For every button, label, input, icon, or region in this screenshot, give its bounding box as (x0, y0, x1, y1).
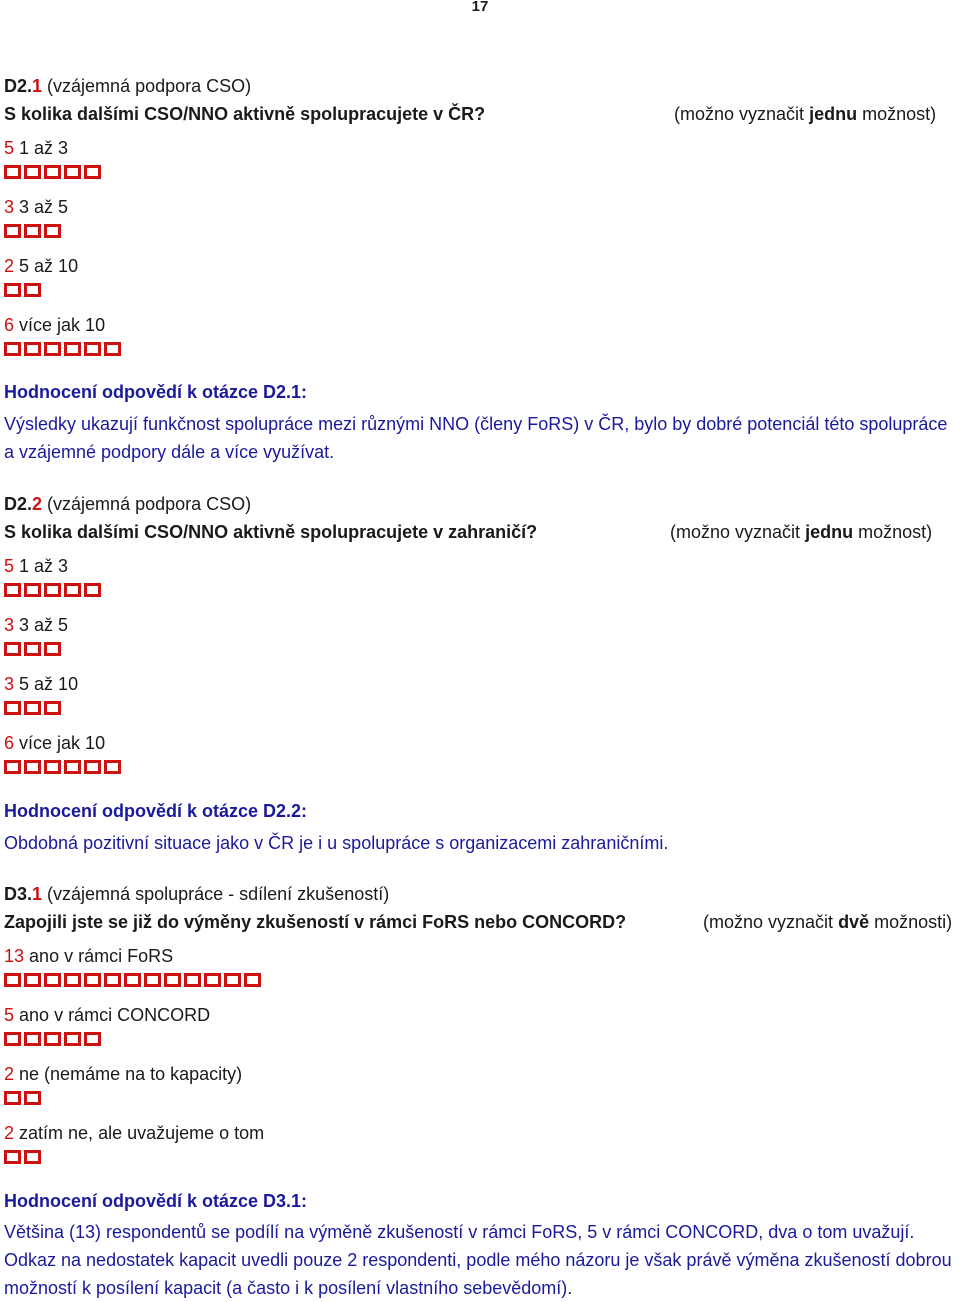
answer-bar (4, 701, 64, 719)
question-subtitle: (vzájemná podpora CSO) (47, 494, 252, 514)
count-box (184, 973, 201, 987)
answer-bar (4, 760, 124, 778)
answer-label: více jak 10 (19, 733, 106, 753)
answer-bar (4, 1150, 44, 1168)
count-box (164, 973, 181, 987)
count-box (104, 760, 121, 774)
count-box (44, 760, 61, 774)
answer-count: 2 (4, 256, 15, 276)
count-box (44, 973, 61, 987)
answer-label: ano v rámci FoRS (29, 946, 174, 966)
count-box (44, 342, 61, 356)
answer-bar (4, 224, 64, 242)
answer-option (4, 314, 105, 336)
count-box (64, 583, 81, 597)
answer-bar (4, 342, 124, 360)
count-box (4, 642, 21, 656)
question-id: D2. (4, 76, 33, 96)
count-box (4, 224, 21, 238)
count-box (24, 973, 41, 987)
answer-label: 5 až 10 (19, 674, 79, 694)
answer-option (4, 555, 68, 577)
question-id-number: 1 (32, 76, 43, 96)
answer-count: 6 (4, 733, 15, 753)
question-subtitle: (vzájemná spolupráce - sdílení zkušeností) (47, 884, 390, 904)
answer-note: (možno vyznačit jednu možnost) (674, 104, 937, 124)
answer-count: 3 (4, 197, 15, 217)
answer-label: 3 až 5 (19, 615, 69, 635)
question-text: S kolika dalšími CSO/NNO aktivně spolupracujete v zahraničí? (4, 522, 538, 542)
count-box (4, 760, 21, 774)
count-box (84, 165, 101, 179)
answer-label: 3 až 5 (19, 197, 69, 217)
question-id: D3. (4, 884, 33, 904)
evaluation-text: Většina (13) respondentů se podílí na výměně zkušeností v rámci FoRS, 5 v rámci CONCORD, dva o tom uvažují. Odkaz na nedostatek kapacit uvedli pouze 2 respondenti, podle mého názoru je však právě výměna zkušeností dobrou možností k posílení kapacit (a často i k posílení vlastního sebevědomí). (4, 1222, 952, 1298)
count-box (4, 1091, 21, 1105)
answer-count: 13 (4, 946, 25, 966)
count-box (64, 760, 81, 774)
evaluation-heading: Hodnocení odpovědí k otázce D3.1: (4, 1191, 308, 1211)
answer-count: 2 (4, 1123, 15, 1143)
count-box (24, 642, 41, 656)
answer-option (4, 1063, 242, 1085)
answer-label: 1 až 3 (19, 556, 69, 576)
answer-label: ano v rámci CONCORD (19, 1005, 211, 1025)
count-box (24, 1150, 41, 1164)
count-box (84, 760, 101, 774)
answer-bar (4, 973, 264, 991)
count-box (24, 224, 41, 238)
answer-count: 5 (4, 138, 15, 158)
question-id-number: 2 (32, 494, 43, 514)
count-box (124, 973, 141, 987)
question-id: D2. (4, 494, 33, 514)
evaluation-heading: Hodnocení odpovědí k otázce D2.1: (4, 382, 308, 402)
count-box (104, 973, 121, 987)
count-box (4, 1032, 21, 1046)
count-box (44, 583, 61, 597)
count-box (4, 283, 21, 297)
count-box (44, 1032, 61, 1046)
count-box (24, 1032, 41, 1046)
answer-label: 5 až 10 (19, 256, 79, 276)
question-subtitle: (vzájemná podpora CSO) (47, 76, 252, 96)
answer-label: zatím ne, ale uvažujeme o tom (19, 1123, 265, 1143)
answer-count: 5 (4, 556, 15, 576)
answer-option (4, 614, 68, 636)
count-box (64, 1032, 81, 1046)
answer-bar (4, 1091, 44, 1109)
answer-option (4, 137, 68, 159)
answer-option (4, 732, 105, 754)
count-box (64, 973, 81, 987)
count-box (4, 1150, 21, 1164)
answer-option (4, 196, 68, 218)
evaluation-text: Výsledky ukazují funkčnost spolupráce mezi různými NNO (členy FoRS) v ČR, bylo by dobré potenciál této spolupráce a vzájemné podpory dále a více využívat. (4, 414, 948, 462)
answer-bar (4, 165, 104, 183)
count-box (224, 973, 241, 987)
count-box (4, 165, 21, 179)
question-text: S kolika dalšími CSO/NNO aktivně spolupracujete v ČR? (4, 104, 486, 124)
count-box (44, 642, 61, 656)
question-id-number: 1 (32, 884, 43, 904)
question-text: Zapojili jste se již do výměny zkušeností v rámci FoRS nebo CONCORD? (4, 912, 627, 932)
count-box (84, 342, 101, 356)
answer-count: 3 (4, 615, 15, 635)
answer-count: 5 (4, 1005, 15, 1025)
answer-option (4, 673, 78, 695)
question-header (4, 883, 389, 905)
answer-label: 1 až 3 (19, 138, 69, 158)
answer-count: 2 (4, 1064, 15, 1084)
count-box (24, 342, 41, 356)
question-header (4, 493, 251, 515)
count-box (144, 973, 161, 987)
count-box (84, 973, 101, 987)
answer-bar (4, 642, 64, 660)
answer-option (4, 1122, 264, 1144)
count-box (104, 342, 121, 356)
evaluation-heading: Hodnocení odpovědí k otázce D2.2: (4, 801, 308, 821)
count-box (24, 1091, 41, 1105)
count-box (4, 701, 21, 715)
count-box (44, 701, 61, 715)
answer-label: více jak 10 (19, 315, 106, 335)
count-box (4, 583, 21, 597)
count-box (24, 165, 41, 179)
count-box (44, 224, 61, 238)
answer-label: ne (nemáme na to kapacity) (19, 1064, 243, 1084)
count-box (64, 165, 81, 179)
answer-option (4, 1004, 210, 1026)
count-box (64, 342, 81, 356)
answer-count: 6 (4, 315, 15, 335)
question-header (4, 75, 251, 97)
answer-bar (4, 583, 104, 601)
count-box (84, 1032, 101, 1046)
count-box (4, 973, 21, 987)
count-box (44, 165, 61, 179)
page-number: 17 (471, 0, 489, 15)
answer-note: (možno vyznačit jednu možnost) (670, 522, 933, 542)
answer-note: (možno vyznačit dvě možnosti) (703, 912, 953, 932)
count-box (24, 283, 41, 297)
answer-bar (4, 283, 44, 301)
answer-option (4, 255, 78, 277)
answer-bar (4, 1032, 104, 1050)
answer-option (4, 945, 173, 967)
answer-count: 3 (4, 674, 15, 694)
count-box (84, 583, 101, 597)
count-box (24, 760, 41, 774)
count-box (4, 342, 21, 356)
count-box (244, 973, 261, 987)
evaluation-text: Obdobná pozitivní situace jako v ČR je i u spolupráce s organizacemi zahraničními. (4, 833, 669, 853)
count-box (24, 701, 41, 715)
count-box (204, 973, 221, 987)
count-box (24, 583, 41, 597)
